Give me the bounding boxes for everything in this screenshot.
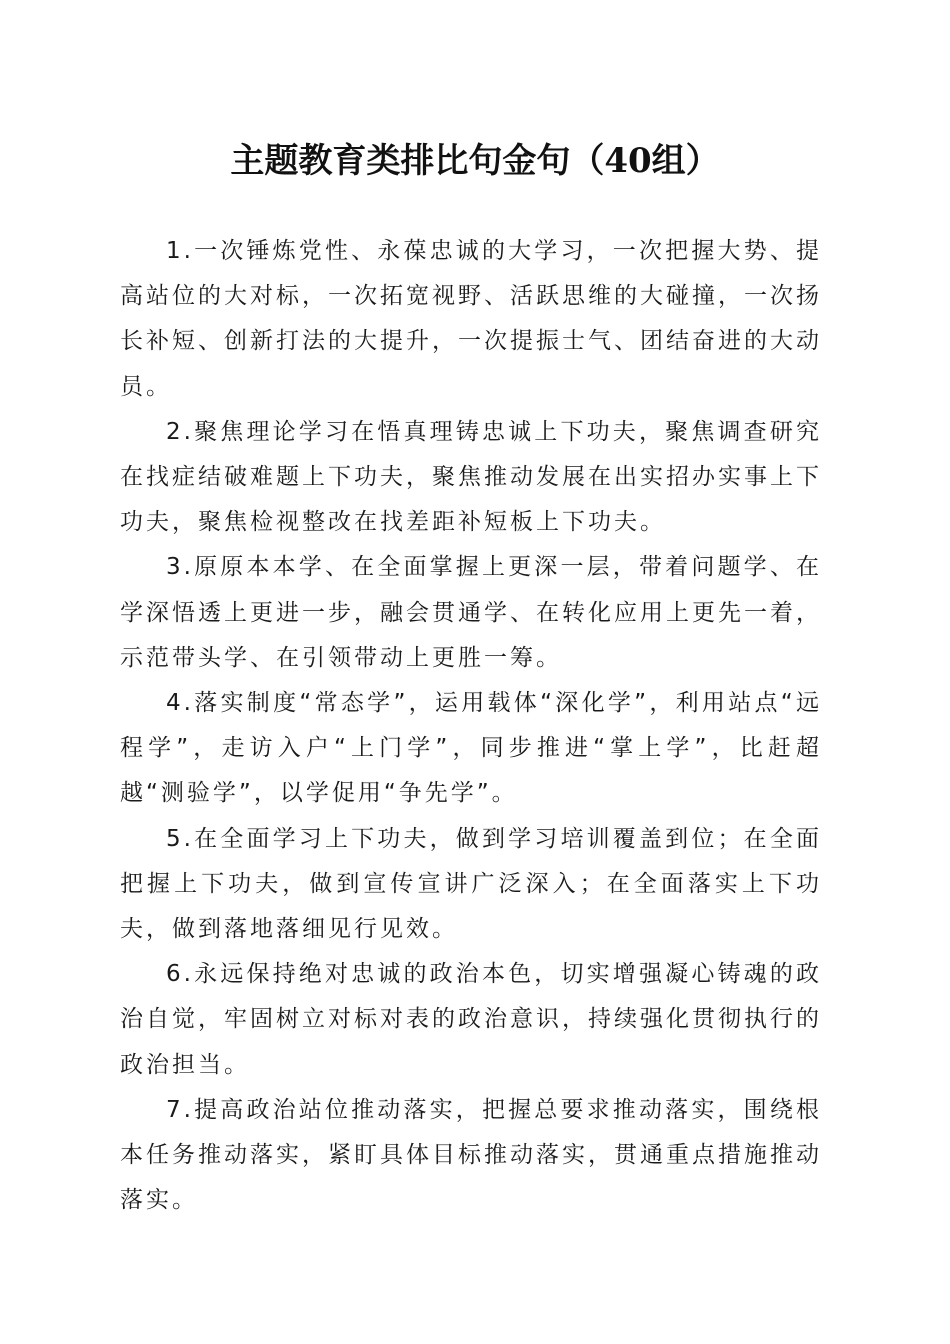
paragraph-1: 1.一次锤炼党性、永葆忠诚的大学习，一次把握大势、提高站位的大对标，一次拓宽视野、活跃思维的大碰撞，一次扬长补短、创新打法的大提升，一次提振士气、团结奋进的大动员。 — [120, 238, 822, 400]
paragraph-4: 4.落实制度“常态学”，运用载体“深化学”，利用站点“远程学”，走访入户“上门学”，同步推进“掌上学”，比赶超越“测验学”，以学促用“争先学”。 — [120, 690, 822, 807]
paragraph-5: 5.在全面学习上下功夫，做到学习培训覆盖到位；在全面把握上下功夫，做到宣传宣讲广泛深入；在全面落实上下功夫，做到落地落细见行见效。 — [120, 825, 822, 943]
document-body — [120, 229, 822, 1223]
paragraph-3: 3.原原本本学、在全面掌握上更深一层，带着问题学、在学深悟透上更进一步，融会贯通学、在转化应用上更先一着，示范带头学、在引领带动上更胜一筹。 — [120, 554, 822, 671]
paragraph-2: 2.聚焦理论学习在悟真理铸忠诚上下功夫，聚焦调查研究在找症结破难题上下功夫，聚焦推动发展在出实招办实事上下功夫，聚焦检视整改在找差距补短板上下功夫。 — [120, 418, 822, 536]
paragraph-6: 6.永远保持绝对忠诚的政治本色，切实增强凝心铸魂的政治自觉，牢固树立对标对表的政治意识，持续强化贯彻执行的政治担当。 — [120, 961, 822, 1078]
document-title: 主题教育类排比句金句（40组） — [230, 141, 720, 181]
paragraph-7: 7.提高政治站位推动落实，把握总要求推动落实，围绕根本任务推动落实，紧盯具体目标推动落实，贯通重点措施推动落实。 — [120, 1096, 822, 1214]
